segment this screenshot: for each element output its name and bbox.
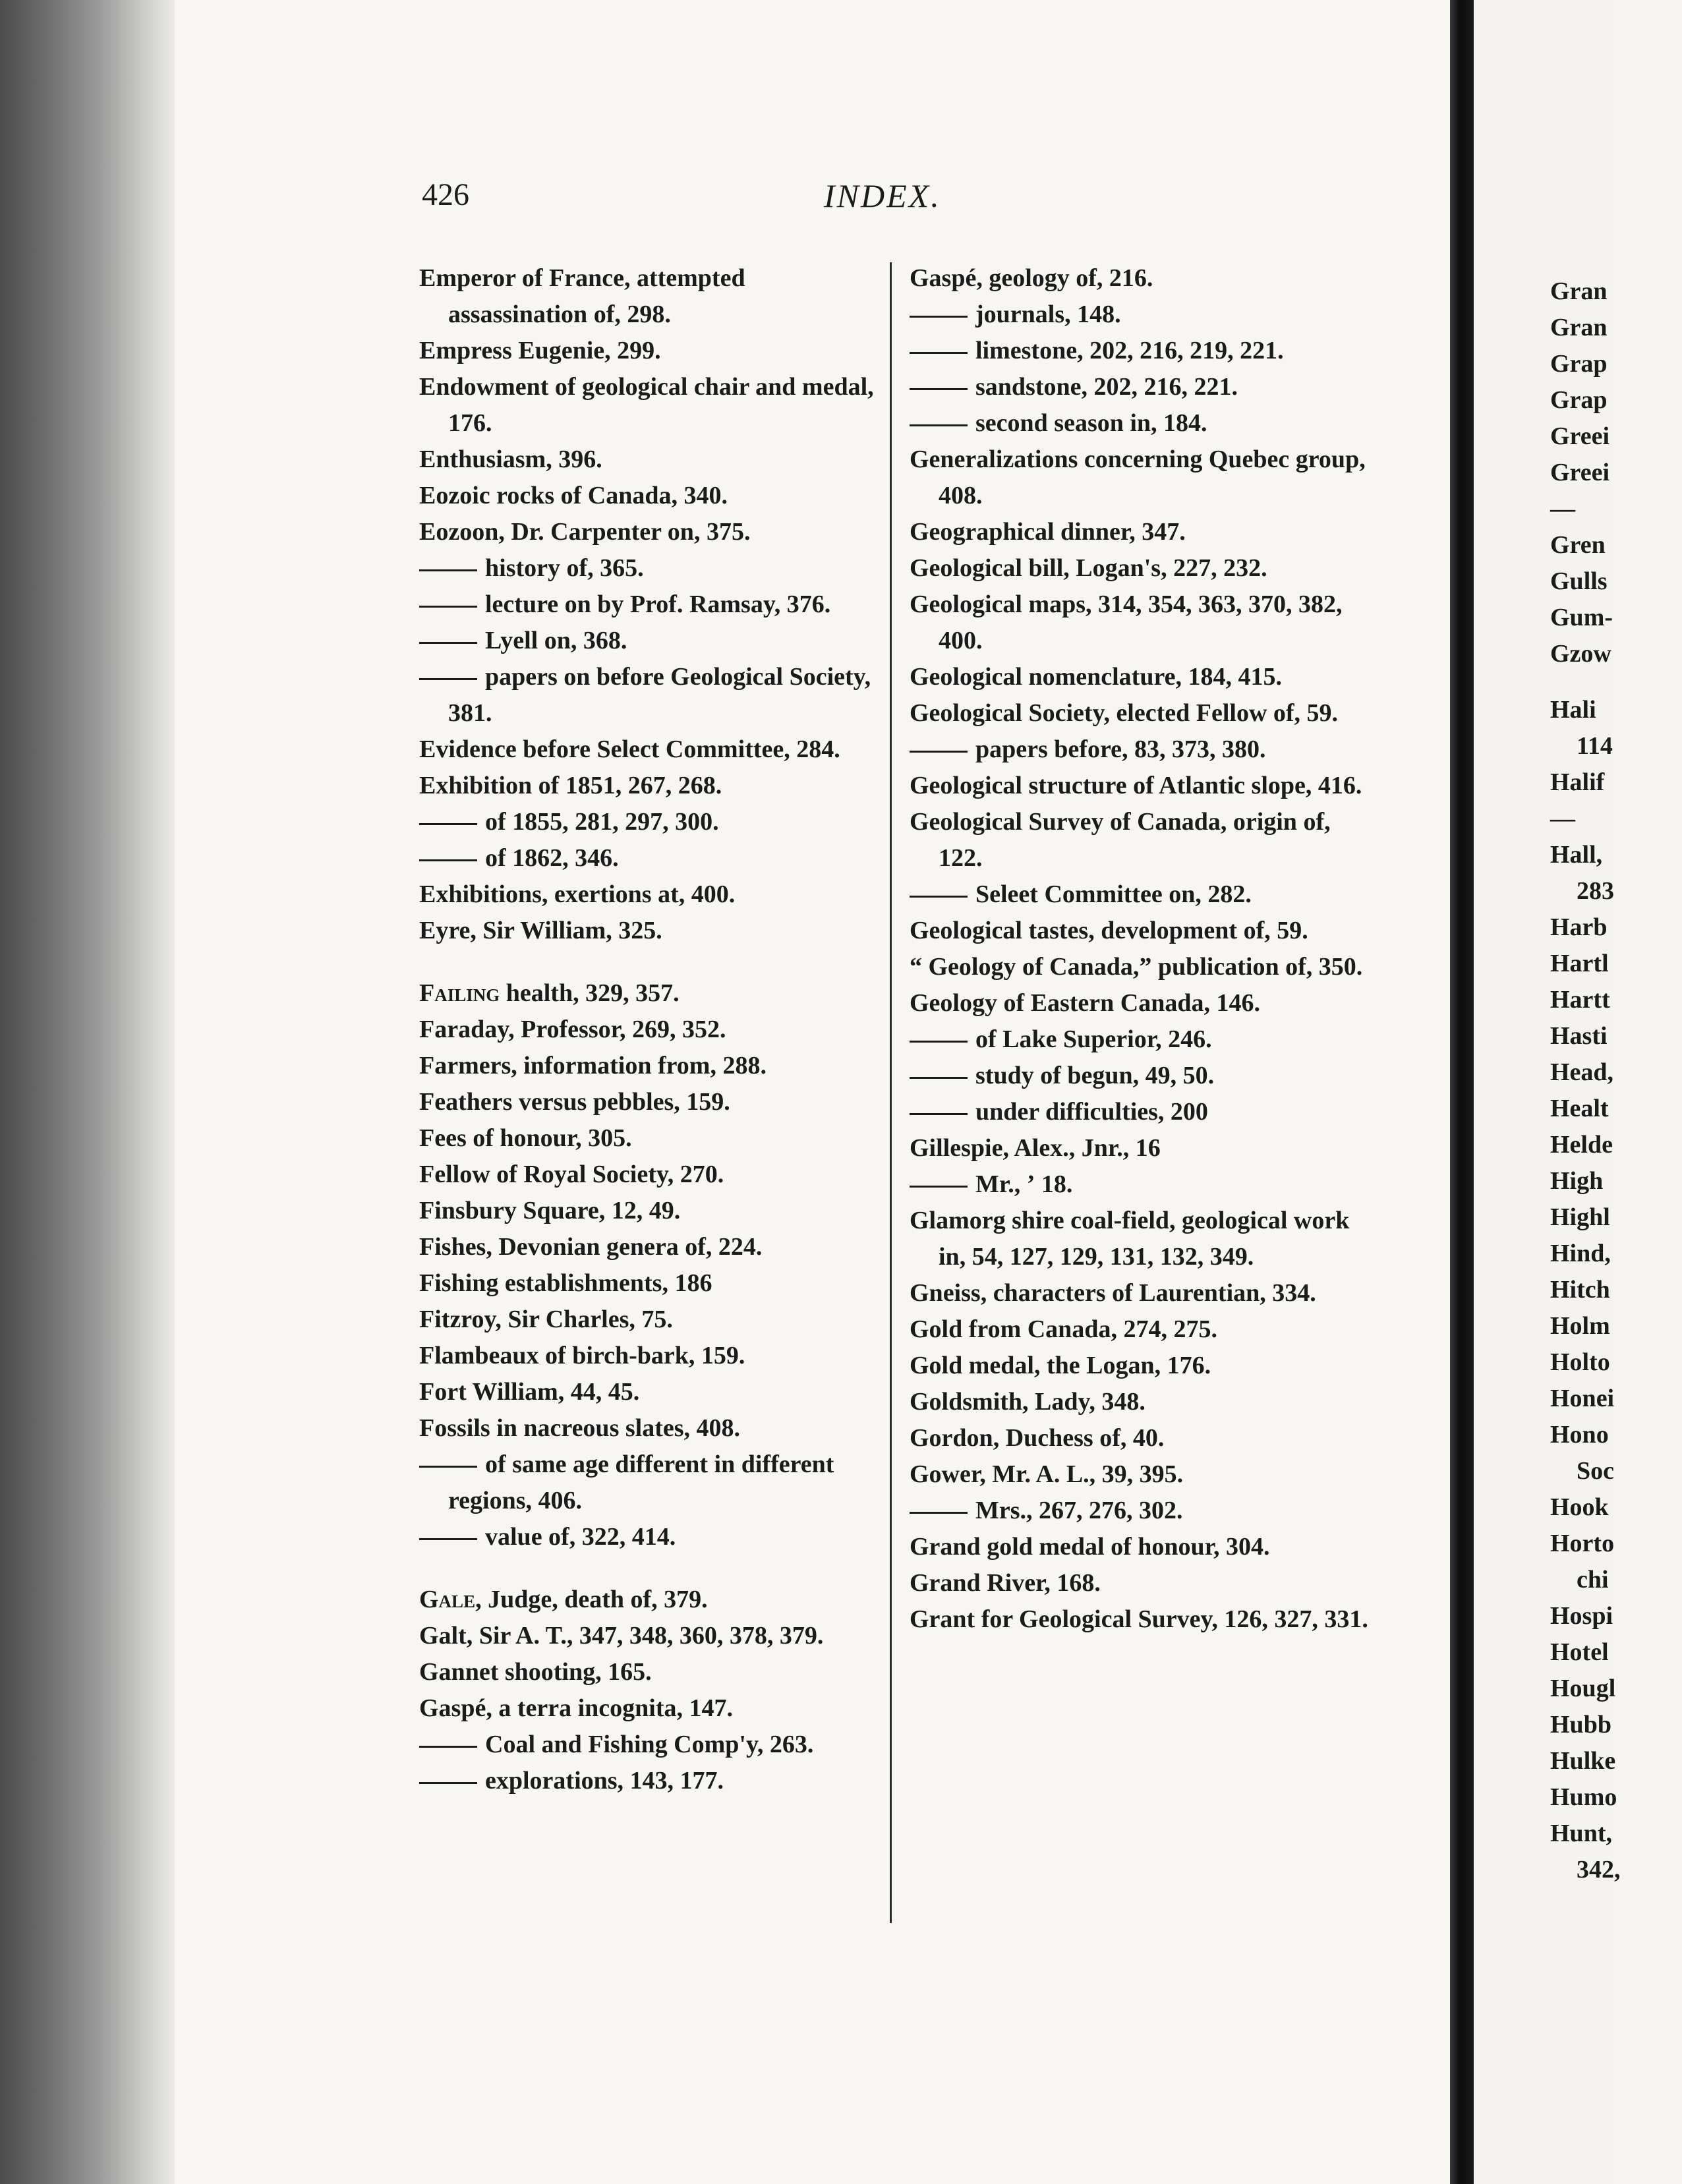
index-entry — [910, 1456, 1371, 1493]
column-divider — [890, 262, 892, 1923]
index-entry — [910, 949, 1371, 985]
index-subentry — [419, 659, 881, 732]
entry-text: Gneiss, characters of Laurentian, 334. — [910, 1279, 1316, 1307]
facing-page-fragment: Gum- — [1550, 604, 1613, 631]
index-subentry — [419, 1763, 881, 1799]
entry-text: Eyre, Sir William, 325. — [419, 917, 662, 944]
index-entry — [419, 1338, 881, 1374]
entry-text: Gold from Canada, 274, 275. — [910, 1315, 1217, 1343]
ditto-dash — [910, 1041, 968, 1043]
facing-page-fragment: 342, — [1577, 1856, 1621, 1883]
index-entry — [910, 514, 1371, 550]
entry-text: Exhibitions, exertions at, 400. — [419, 880, 736, 908]
index-entry — [419, 732, 881, 768]
facing-page-fragment: Hind, — [1550, 1240, 1611, 1267]
index-subentry — [910, 297, 1371, 333]
entry-text: Galt, Sir A. T., 347, 348, 360, 378, 379. — [419, 1622, 824, 1650]
index-subentry — [910, 1094, 1371, 1130]
ditto-dash — [910, 424, 968, 426]
entry-text: limestone, 202, 216, 219, 221. — [975, 337, 1284, 364]
index-entry — [910, 804, 1371, 876]
entry-text: Exhibition of 1851, 267, 268. — [419, 772, 722, 799]
facing-page-fragment: Hougl — [1550, 1675, 1616, 1702]
entry-text: Empress Eugenie, 299. — [419, 337, 661, 364]
index-entry — [419, 1654, 881, 1690]
index-entry — [419, 1374, 881, 1410]
ditto-dash — [419, 859, 477, 861]
entry-text: Evidence before Select Committee, 284. — [419, 735, 840, 763]
entry-text: papers on before Geological Society, 381. — [448, 663, 871, 727]
facing-page-fragment: Hitch — [1550, 1276, 1610, 1304]
entry-text: Geological Society, elected Fellow of, 59. — [910, 699, 1339, 727]
facing-page-fragment: Holto — [1550, 1348, 1610, 1376]
entry-text: Eozoic rocks of Canada, 340. — [419, 482, 728, 509]
entry-text: Geological tastes, development of, 59. — [910, 917, 1308, 944]
index-entry — [419, 1302, 881, 1338]
index-subentry — [419, 1727, 881, 1763]
entry-text: Seleet Committee on, 282. — [975, 880, 1252, 908]
index-entry — [419, 369, 881, 442]
entry-text: Gannet shooting, 165. — [419, 1658, 652, 1686]
entry-text: Gaspé, geology of, 216. — [910, 264, 1153, 292]
facing-page-fragment: High — [1550, 1167, 1604, 1195]
facing-page-fragment: Hotel — [1550, 1638, 1609, 1666]
facing-page-fragment: Hospi — [1550, 1602, 1613, 1630]
entry-text: Farmers, information from, 288. — [419, 1052, 767, 1079]
facing-page-fragment: Soc — [1577, 1457, 1614, 1485]
entry-text: Gaspé, a terra incognita, 147. — [419, 1694, 734, 1722]
entry-text: Grand River, 168. — [910, 1569, 1101, 1597]
facing-page-fragment: Humo — [1550, 1783, 1617, 1811]
entry-text: Eozoon, Dr. Carpenter on, 375. — [419, 518, 751, 546]
page-number: 426 — [422, 177, 469, 212]
facing-page-fragment: Holm — [1550, 1312, 1610, 1340]
ditto-dash — [910, 751, 968, 753]
ditto-dash — [419, 823, 477, 825]
entry-text: Flambeaux of birch-bark, 159. — [419, 1342, 745, 1369]
book-edge-shadow — [0, 0, 175, 2184]
facing-page-fragment: Hasti — [1550, 1022, 1608, 1050]
index-entry — [419, 1265, 881, 1302]
index-entry — [910, 695, 1371, 732]
entry-text: Geology of Eastern Canada, 146. — [910, 989, 1260, 1017]
entry-text: Feathers versus pebbles, 159. — [419, 1088, 730, 1116]
facing-page-fragment: Hunt, — [1550, 1820, 1612, 1847]
ditto-dash — [910, 1186, 968, 1188]
facing-page-fragment: Head, — [1550, 1058, 1614, 1086]
entry-text: health, 329, 357. — [500, 979, 680, 1007]
entry-text: value of, 322, 414. — [485, 1523, 676, 1551]
entry-text: Endowment of geological chair and medal, 176. — [419, 373, 874, 437]
entry-text: journals, 148. — [975, 301, 1121, 328]
running-head: INDEX. — [824, 177, 941, 214]
entry-text: Grand gold medal of honour, 304. — [910, 1533, 1270, 1561]
index-entry — [419, 975, 881, 1012]
index-entry — [419, 333, 881, 369]
facing-page-fragment: Gzow — [1550, 640, 1611, 668]
index-subentry — [910, 1166, 1371, 1203]
index-subentry — [910, 405, 1371, 442]
index-entry — [419, 442, 881, 478]
index-entry — [419, 913, 881, 949]
entry-text: Fellow of Royal Society, 270. — [419, 1161, 724, 1188]
entry-text: second season in, 184. — [975, 409, 1207, 437]
entry-group-gap — [419, 949, 881, 975]
index-entry — [419, 876, 881, 913]
index-entry — [419, 1582, 881, 1618]
index-subentry — [419, 623, 881, 659]
ditto-dash — [419, 642, 477, 644]
facing-page-fragment: 283 — [1577, 877, 1614, 905]
book-gutter — [1450, 0, 1474, 2184]
ditto-dash — [910, 388, 968, 390]
facing-page-fragment: Highl — [1550, 1203, 1610, 1231]
index-subentry — [419, 550, 881, 587]
ditto-dash — [910, 316, 968, 318]
index-column-right — [910, 260, 1371, 1638]
entry-text: Finsbury Square, 12, 49. — [419, 1197, 681, 1224]
facing-page-fragment: Gran — [1550, 277, 1608, 305]
facing-page-fragment: Grap — [1550, 386, 1608, 414]
entry-text: Geological Survey of Canada, origin of, 122. — [910, 808, 1331, 872]
entry-text: Fishes, Devonian genera of, 224. — [419, 1233, 763, 1261]
index-entry — [419, 1410, 881, 1447]
entry-text: Grant for Geological Survey, 126, 327, 331. — [910, 1605, 1368, 1633]
entry-text: Gold medal, the Logan, 176. — [910, 1352, 1211, 1379]
facing-page-fragment: Helde — [1550, 1131, 1613, 1159]
index-entry — [910, 1565, 1371, 1601]
facing-page-fragment: Harb — [1550, 913, 1608, 941]
index-entry — [910, 1203, 1371, 1275]
index-entry — [910, 442, 1371, 514]
entry-text: Glamorg shire coal-field, geological work in, 54, 127, 129, 131, 132, 349. — [910, 1207, 1350, 1271]
facing-page-fragment: Gulls — [1550, 567, 1608, 595]
ditto-dash — [419, 1538, 477, 1540]
index-subentry — [910, 1058, 1371, 1094]
ditto-dash — [419, 678, 477, 680]
index-entry — [910, 1275, 1371, 1311]
entry-group-gap — [419, 1555, 881, 1582]
index-subentry — [910, 369, 1371, 405]
entry-text: history of, 365. — [485, 554, 644, 582]
entry-text: Emperor of France, attempted assassination of, 298. — [419, 264, 745, 328]
entry-text: Fitzroy, Sir Charles, 75. — [419, 1306, 673, 1333]
index-entry — [419, 768, 881, 804]
index-subentry — [910, 1021, 1371, 1058]
index-entry — [419, 1690, 881, 1727]
entry-text: Goldsmith, Lady, 348. — [910, 1388, 1146, 1416]
entry-text: Geological bill, Logan's, 227, 232. — [910, 554, 1267, 582]
entry-lead-word: Failing — [419, 979, 500, 1007]
entry-text: Generalizations concerning Quebec group, 408. — [910, 445, 1366, 509]
index-entry — [419, 1229, 881, 1265]
facing-page-fragment: — — [1550, 495, 1575, 523]
entry-text: Geological structure of Atlantic slope, 416. — [910, 772, 1362, 799]
index-subentry — [419, 840, 881, 876]
entry-text: Mrs., 267, 276, 302. — [975, 1497, 1183, 1524]
index-entry — [910, 260, 1371, 297]
entry-text: Fort William, 44, 45. — [419, 1378, 640, 1406]
index-entry — [910, 985, 1371, 1021]
entry-text: Mr., ʼ 18. — [975, 1170, 1073, 1198]
index-entry — [419, 1120, 881, 1157]
index-entry — [910, 1420, 1371, 1456]
index-entry — [419, 1193, 881, 1229]
facing-page-fragment: Hall, — [1550, 841, 1603, 869]
entry-text: Geological nomenclature, 184, 415. — [910, 663, 1283, 691]
index-entry — [419, 478, 881, 514]
ditto-dash — [419, 1746, 477, 1748]
index-entry — [910, 1384, 1371, 1420]
index-entry — [419, 1048, 881, 1084]
facing-page-fragment: Hulke — [1550, 1747, 1616, 1775]
facing-page — [1474, 0, 1621, 2184]
index-subentry — [910, 876, 1371, 913]
index-entry — [419, 260, 881, 333]
facing-page-fragment: 114 — [1577, 732, 1613, 760]
index-entry — [419, 514, 881, 550]
ditto-dash — [419, 569, 477, 571]
entry-text: explorations, 143, 177. — [485, 1767, 724, 1795]
ditto-dash — [910, 352, 968, 354]
entry-text: of 1855, 281, 297, 300. — [485, 808, 719, 836]
entry-text: Geological maps, 314, 354, 363, 370, 382, 400. — [910, 590, 1343, 654]
facing-page-fragment: Hali — [1550, 696, 1596, 724]
facing-page-fragment: Healt — [1550, 1095, 1609, 1122]
entry-text: papers before, 83, 373, 380. — [975, 735, 1266, 763]
entry-text: of Lake Superior, 246. — [975, 1025, 1212, 1053]
facing-page-fragment: chi — [1577, 1566, 1609, 1594]
index-subentry — [419, 804, 881, 840]
index-entry — [910, 768, 1371, 804]
entry-text: Lyell on, 368. — [485, 627, 627, 654]
facing-page-fragment: Horto — [1550, 1530, 1615, 1557]
facing-page-fragment: Gran — [1550, 314, 1608, 341]
facing-page-fragment: Hartt — [1550, 986, 1610, 1014]
index-entry — [910, 1130, 1371, 1166]
facing-page-fragment: Greei — [1550, 422, 1610, 450]
index-subentry — [910, 1493, 1371, 1529]
entry-text: Geographical dinner, 347. — [910, 518, 1186, 546]
entry-text: of 1862, 346. — [485, 844, 619, 872]
ditto-dash — [419, 606, 477, 608]
index-entry — [910, 1348, 1371, 1384]
index-entry — [910, 1529, 1371, 1565]
facing-page-fragment: — — [1550, 805, 1575, 832]
entry-text: , Judge, death of, 379. — [475, 1586, 708, 1613]
entry-lead-word: Gale — [419, 1586, 476, 1613]
entry-text: Coal and Fishing Comp'y, 263. — [485, 1731, 814, 1758]
entry-text: Gillespie, Alex., Jnr., 16 — [910, 1134, 1161, 1162]
facing-page-fragment: Greei — [1550, 459, 1610, 486]
ditto-dash — [910, 1113, 968, 1115]
index-entry — [910, 550, 1371, 587]
index-entry — [419, 1618, 881, 1654]
fragment-gap — [1550, 672, 1682, 692]
index-subentry — [910, 333, 1371, 369]
entry-text: Enthusiasm, 396. — [419, 445, 602, 473]
ditto-dash — [910, 896, 968, 898]
facing-page-fragment: Hartl — [1550, 950, 1609, 977]
entry-text: Gower, Mr. A. L., 39, 395. — [910, 1460, 1184, 1488]
facing-page-fragment: Halif — [1550, 768, 1605, 796]
index-entry — [910, 659, 1371, 695]
facing-page-fragment: Grap — [1550, 350, 1608, 378]
index-entry — [910, 913, 1371, 949]
ditto-dash — [910, 1512, 968, 1514]
index-entry — [419, 1012, 881, 1048]
entry-text: Fees of honour, 305. — [419, 1124, 632, 1152]
ditto-dash — [419, 1466, 477, 1468]
ditto-dash — [419, 1782, 477, 1784]
entry-text: Gordon, Duchess of, 40. — [910, 1424, 1165, 1452]
index-subentry — [419, 587, 881, 623]
facing-page-fragment: Gren — [1550, 531, 1606, 559]
entry-text: lecture on by Prof. Ramsay, 376. — [485, 590, 831, 618]
entry-text: under difficulties, 200 — [975, 1098, 1208, 1126]
facing-page-fragment: Hono — [1550, 1421, 1609, 1449]
ditto-dash — [910, 1077, 968, 1079]
entry-text: “ Geology of Canada,” publication of, 350. — [910, 953, 1363, 981]
facing-page-fragment: Hubb — [1550, 1711, 1611, 1739]
index-entry — [910, 587, 1371, 659]
facing-page-fragment: Honei — [1550, 1385, 1615, 1412]
index-entry — [419, 1084, 881, 1120]
index-column-left — [419, 260, 881, 1799]
entry-text: Faraday, Professor, 269, 352. — [419, 1016, 726, 1043]
entry-text: study of begun, 49, 50. — [975, 1062, 1215, 1089]
index-entry — [910, 1601, 1371, 1638]
index-subentry — [910, 732, 1371, 768]
facing-page-fragment: Hook — [1550, 1493, 1609, 1521]
entry-text: Fishing establishments, 186 — [419, 1269, 712, 1297]
index-subentry — [419, 1519, 881, 1555]
facing-page-column — [1550, 273, 1682, 1888]
entry-text: sandstone, 202, 216, 221. — [975, 373, 1238, 401]
index-entry — [910, 1311, 1371, 1348]
index-entry — [419, 1157, 881, 1193]
entry-text: of same age different in different regions, 406. — [448, 1451, 834, 1514]
index-subentry — [419, 1447, 881, 1519]
entry-text: Fossils in nacreous slates, 408. — [419, 1414, 741, 1442]
